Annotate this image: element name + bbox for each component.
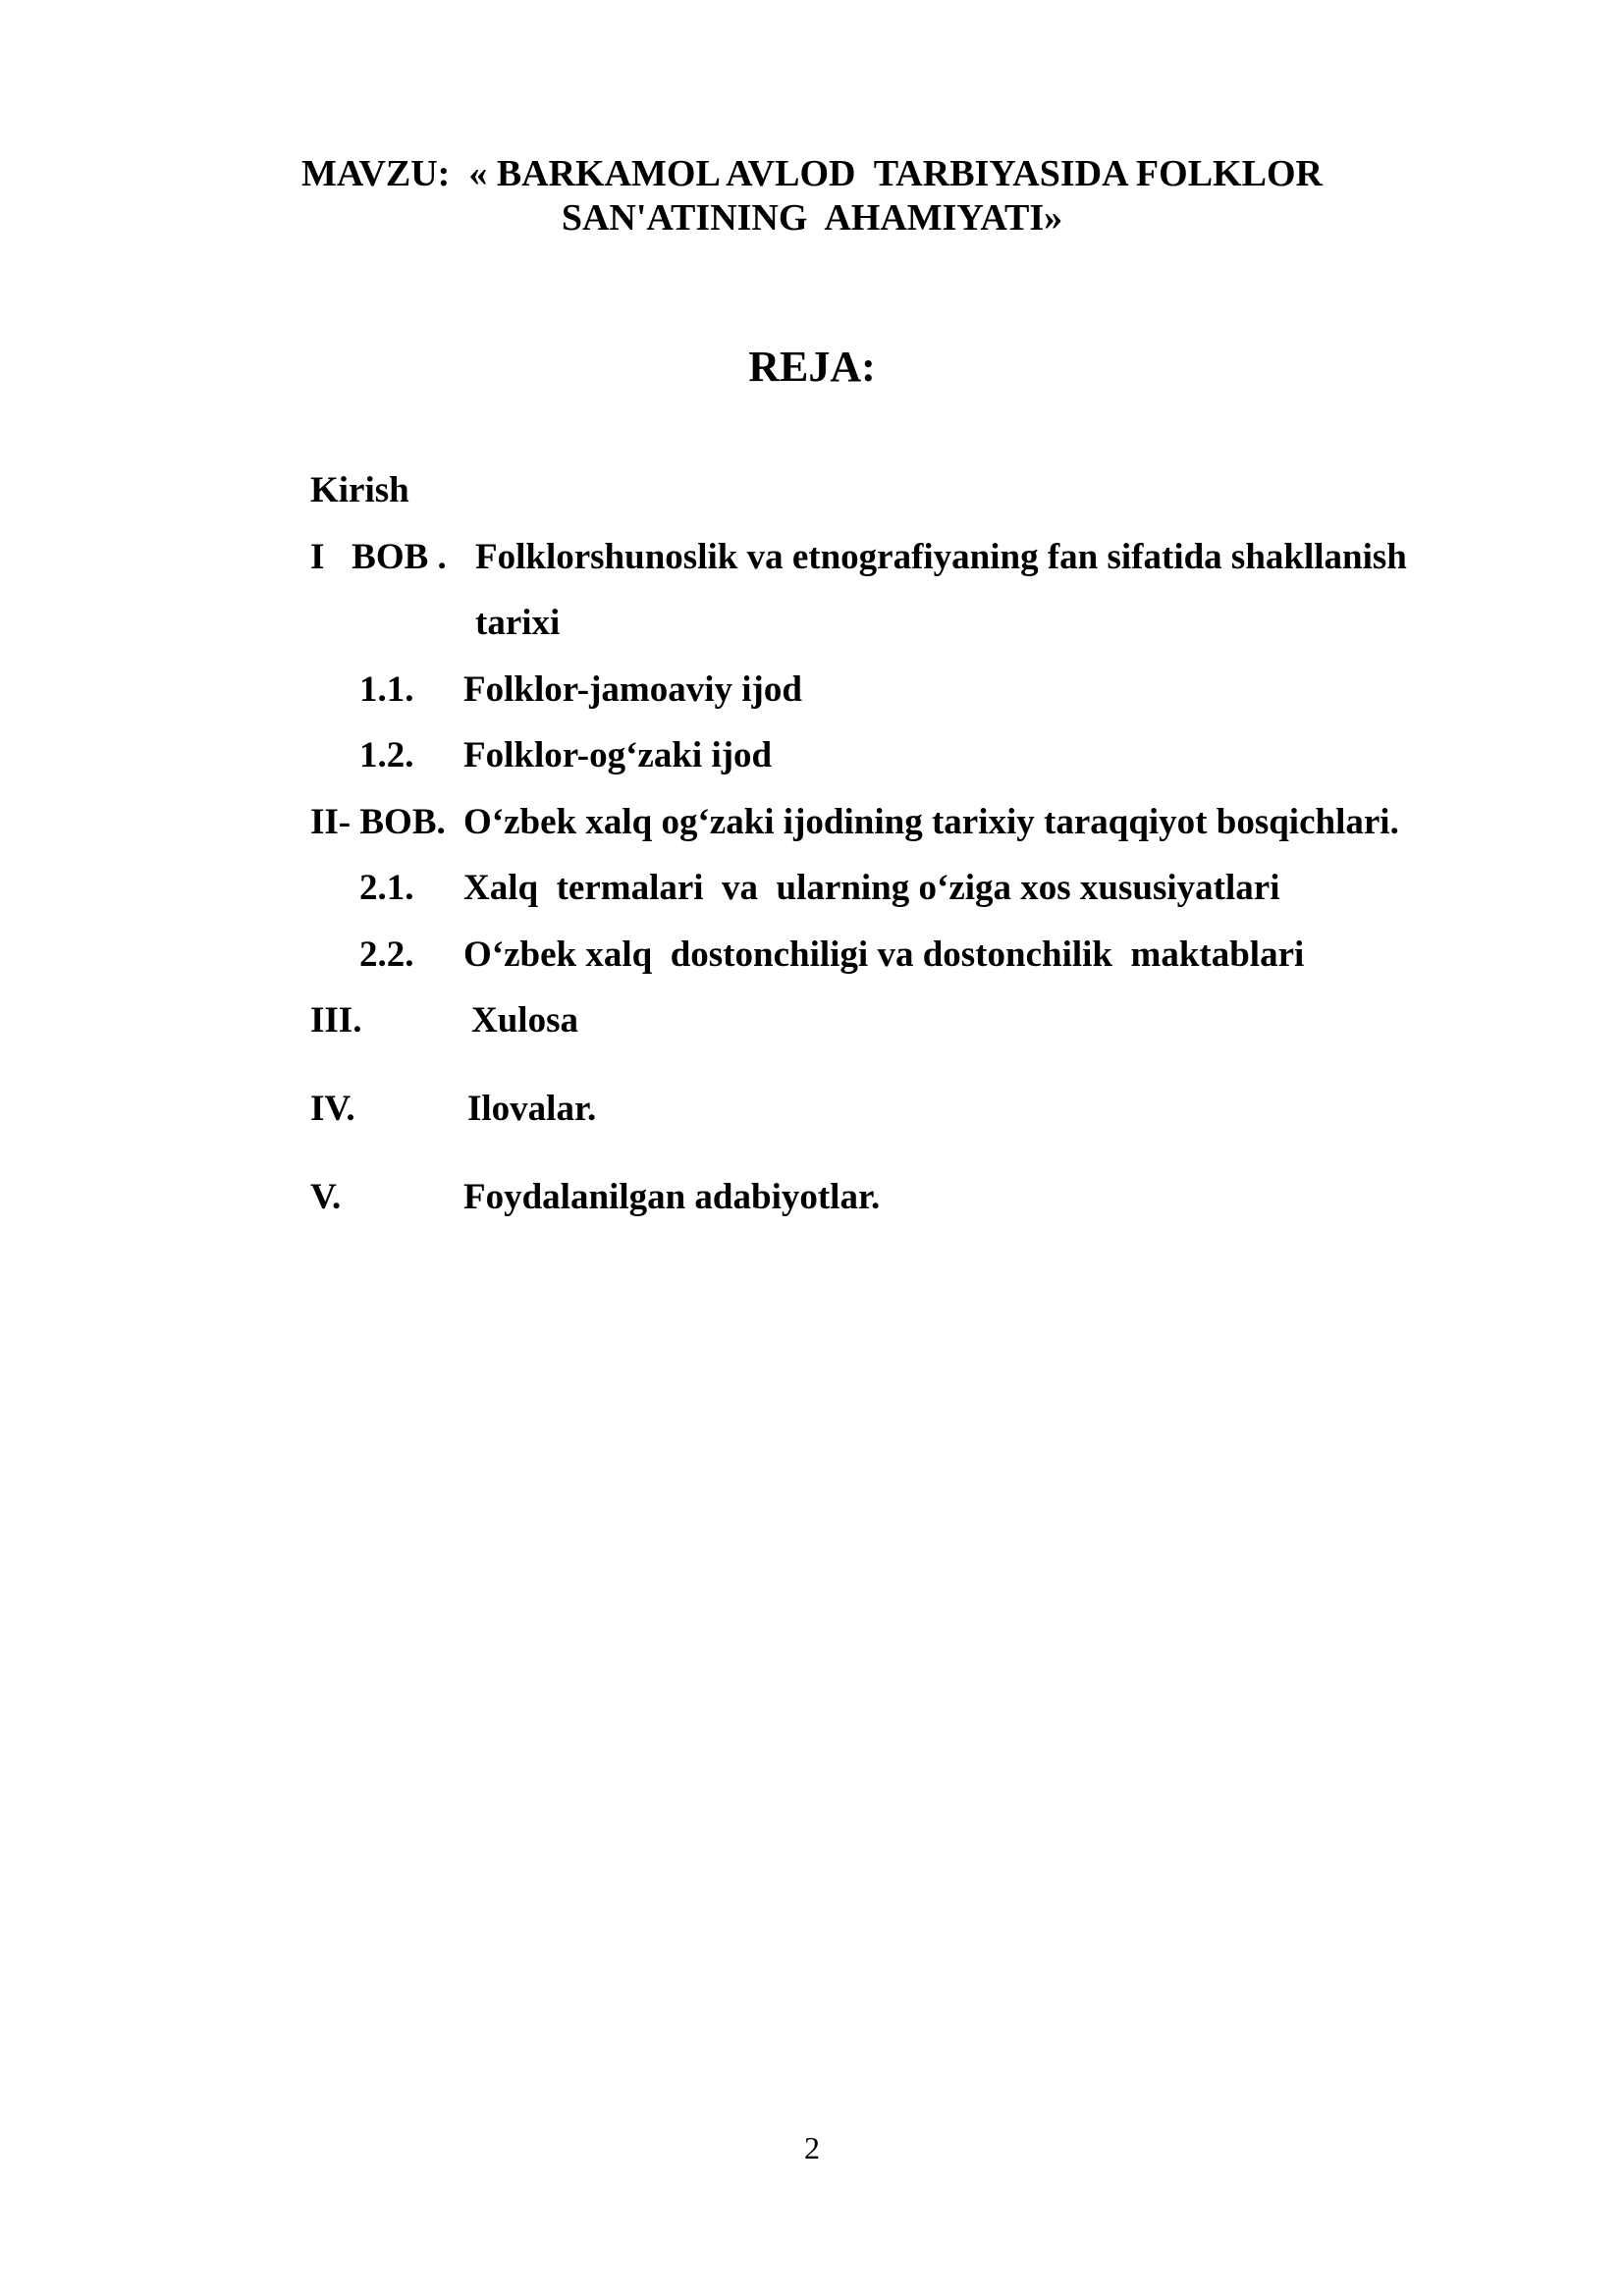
toc-item-text: Folklorshunoslik va etnografiyaning fan sifatida shakllanish	[475, 537, 1407, 577]
toc-item-number: IV.	[310, 1089, 355, 1129]
toc-item-number: 2.1.	[359, 868, 414, 908]
toc-item-number: I BOB .	[310, 537, 447, 577]
toc-item-text: Folklor-jamoaviy ijod	[463, 669, 802, 710]
toc-item-text: O‘zbek xalq dostonchiligi va dostonchilik maktablari	[463, 934, 1305, 975]
toc-item-text: Xalq termalari va ularning o‘ziga xos xususiyatlari	[463, 868, 1280, 908]
toc-item-text: Kirish	[310, 470, 409, 510]
page-number: 2	[804, 2130, 820, 2165]
toc-item-number: 1.1.	[359, 669, 414, 710]
topic-line-1: MAVZU: « BARKAMOL AVLOD TARBIYASIDA FOLKLOR	[301, 153, 1323, 194]
toc-item-number: 1.2.	[359, 735, 414, 775]
plan-title: REJA:	[748, 343, 876, 391]
toc-item-text: Foydalanilgan adabiyotlar.	[463, 1177, 881, 1217]
topic-heading	[0, 152, 1624, 240]
toc-item-references	[310, 1176, 881, 1349]
toc-item-number: 2.2.	[359, 934, 414, 975]
topic-line-2: SAN'ATINING AHAMIYATI»	[561, 197, 1063, 239]
toc-item-text: tarixi	[475, 603, 561, 643]
toc-item-text: Ilovalar.	[467, 1089, 597, 1129]
toc-item-text: Xulosa	[471, 1000, 578, 1041]
toc-item-text: Folklor-og‘zaki ijod	[463, 735, 773, 775]
toc-item-number: II- BOB.	[310, 802, 446, 842]
toc-item-number: III.	[310, 1000, 362, 1041]
toc-item-text: O‘zbek xalq og‘zaki ijodining tarixiy taraqqiyot bosqichlari.	[463, 802, 1399, 842]
toc-item-number: V.	[310, 1177, 342, 1217]
